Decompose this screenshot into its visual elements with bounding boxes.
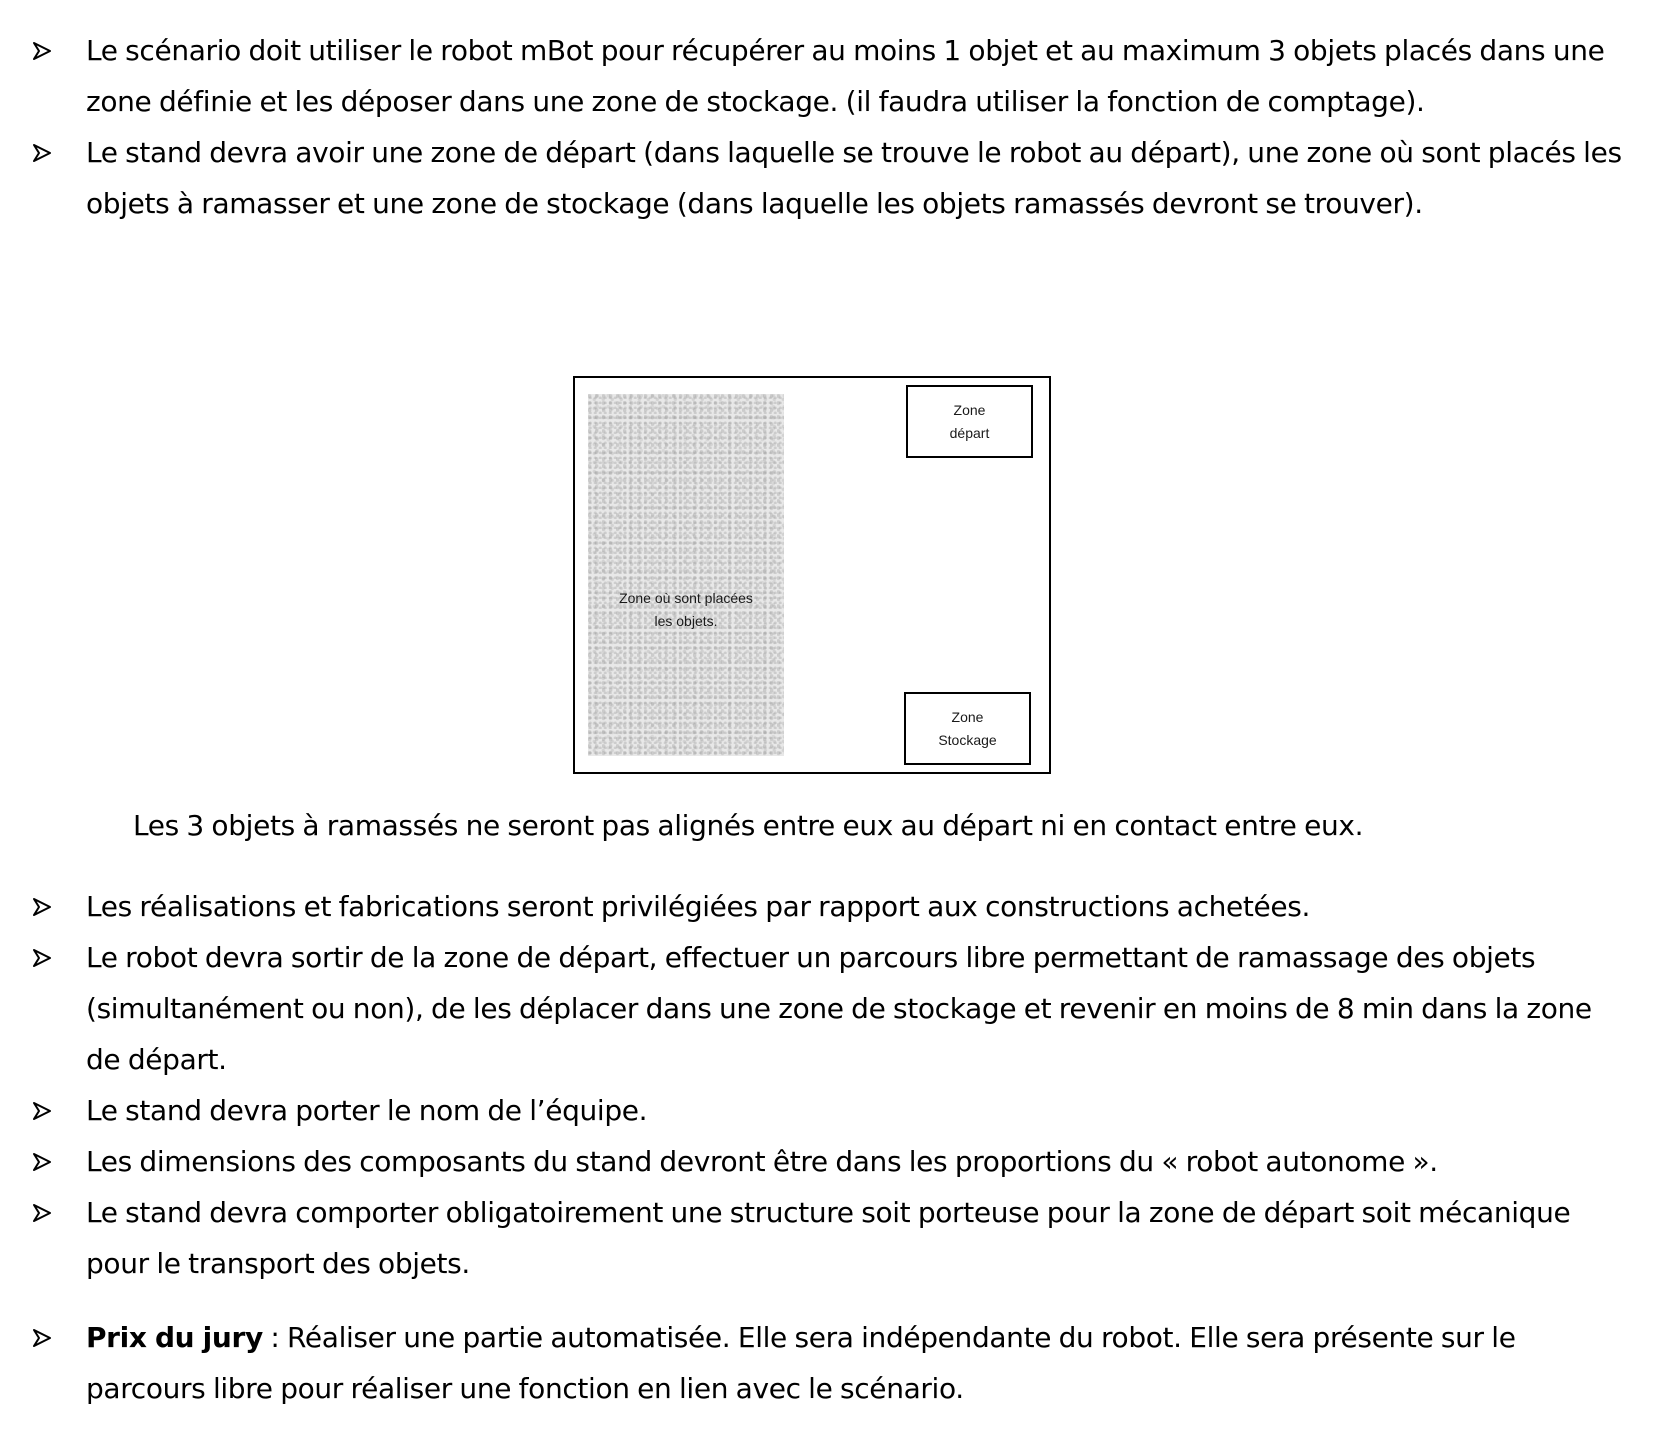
list-item <box>0 881 1664 932</box>
arrowhead-bullet-icon <box>32 932 56 983</box>
objects-zone-label <box>588 587 784 633</box>
requirements-list-top <box>0 25 1664 229</box>
stand-diagram <box>573 376 1051 774</box>
list-item <box>0 1085 1664 1136</box>
arrowhead-bullet-icon <box>32 1136 56 1187</box>
list-item <box>0 1136 1664 1187</box>
diagram-caption: Les 3 objets à ramassés ne seront pas alignés entre eux au départ ni en contact entre eux. <box>133 809 1364 842</box>
jury-prize-list <box>0 1312 1664 1414</box>
arrowhead-bullet-icon <box>32 881 56 932</box>
objects-zone-label-line1: Zone où sont placées <box>619 590 753 606</box>
jury-prize-text: : Réaliser une partie automatisée. Elle sera indépendante du robot. Elle sera présente sur le parcours libre pour réaliser une fonction en lien avec le scénario. <box>86 1321 1516 1405</box>
list-item-text: Les dimensions des composants du stand devront être dans les proportions du « robot autonome ». <box>86 1145 1438 1178</box>
objects-zone <box>588 394 784 756</box>
objects-zone-label-line2: les objets. <box>654 613 718 629</box>
list-item-text: Le stand devra porter le nom de l’équipe. <box>86 1094 648 1127</box>
requirements-list-middle <box>0 881 1664 1289</box>
arrowhead-bullet-icon <box>32 127 56 178</box>
storage-zone <box>904 692 1031 765</box>
arrowhead-bullet-icon <box>32 25 56 76</box>
list-item <box>0 127 1664 229</box>
jury-prize-title: Prix du jury <box>86 1321 263 1354</box>
arrowhead-bullet-icon <box>32 1312 56 1363</box>
start-zone-label-line2: départ <box>949 424 990 441</box>
start-zone-label-line1: Zone <box>953 401 986 418</box>
list-item-text: Le stand devra avoir une zone de départ (dans laquelle se trouve le robot au départ), une zone où sont placés les objets à ramasser et une zone de stockage (dans laquelle les objets ramassés devront se trouver). <box>86 136 1622 220</box>
storage-zone-label-line2: Stockage <box>938 731 997 748</box>
list-item-text: Le robot devra sortir de la zone de départ, effectuer un parcours libre permettant de ramassage des objets (simultanément ou non), de les déplacer dans une zone de stockage et revenir en moins de 8 min dans la zone de départ. <box>86 941 1592 1076</box>
list-item <box>0 25 1664 127</box>
list-item-text: Le scénario doit utiliser le robot mBot pour récupérer au moins 1 objet et au maximum 3 objets placés dans une zone définie et les déposer dans une zone de stockage. (il faudra utiliser la fonction de comptage). <box>86 34 1605 118</box>
arrowhead-bullet-icon <box>32 1187 56 1238</box>
list-item <box>0 932 1664 1085</box>
arrowhead-bullet-icon <box>32 1085 56 1136</box>
list-item <box>0 1312 1664 1414</box>
list-item-text: Le stand devra comporter obligatoirement une structure soit porteuse pour la zone de départ soit mécanique pour le transport des objets. <box>86 1196 1571 1280</box>
list-item-text: Les réalisations et fabrications seront privilégiées par rapport aux constructions achetées. <box>86 890 1311 923</box>
start-zone <box>906 385 1033 458</box>
storage-zone-label-line1: Zone <box>951 708 984 725</box>
list-item <box>0 1187 1664 1289</box>
